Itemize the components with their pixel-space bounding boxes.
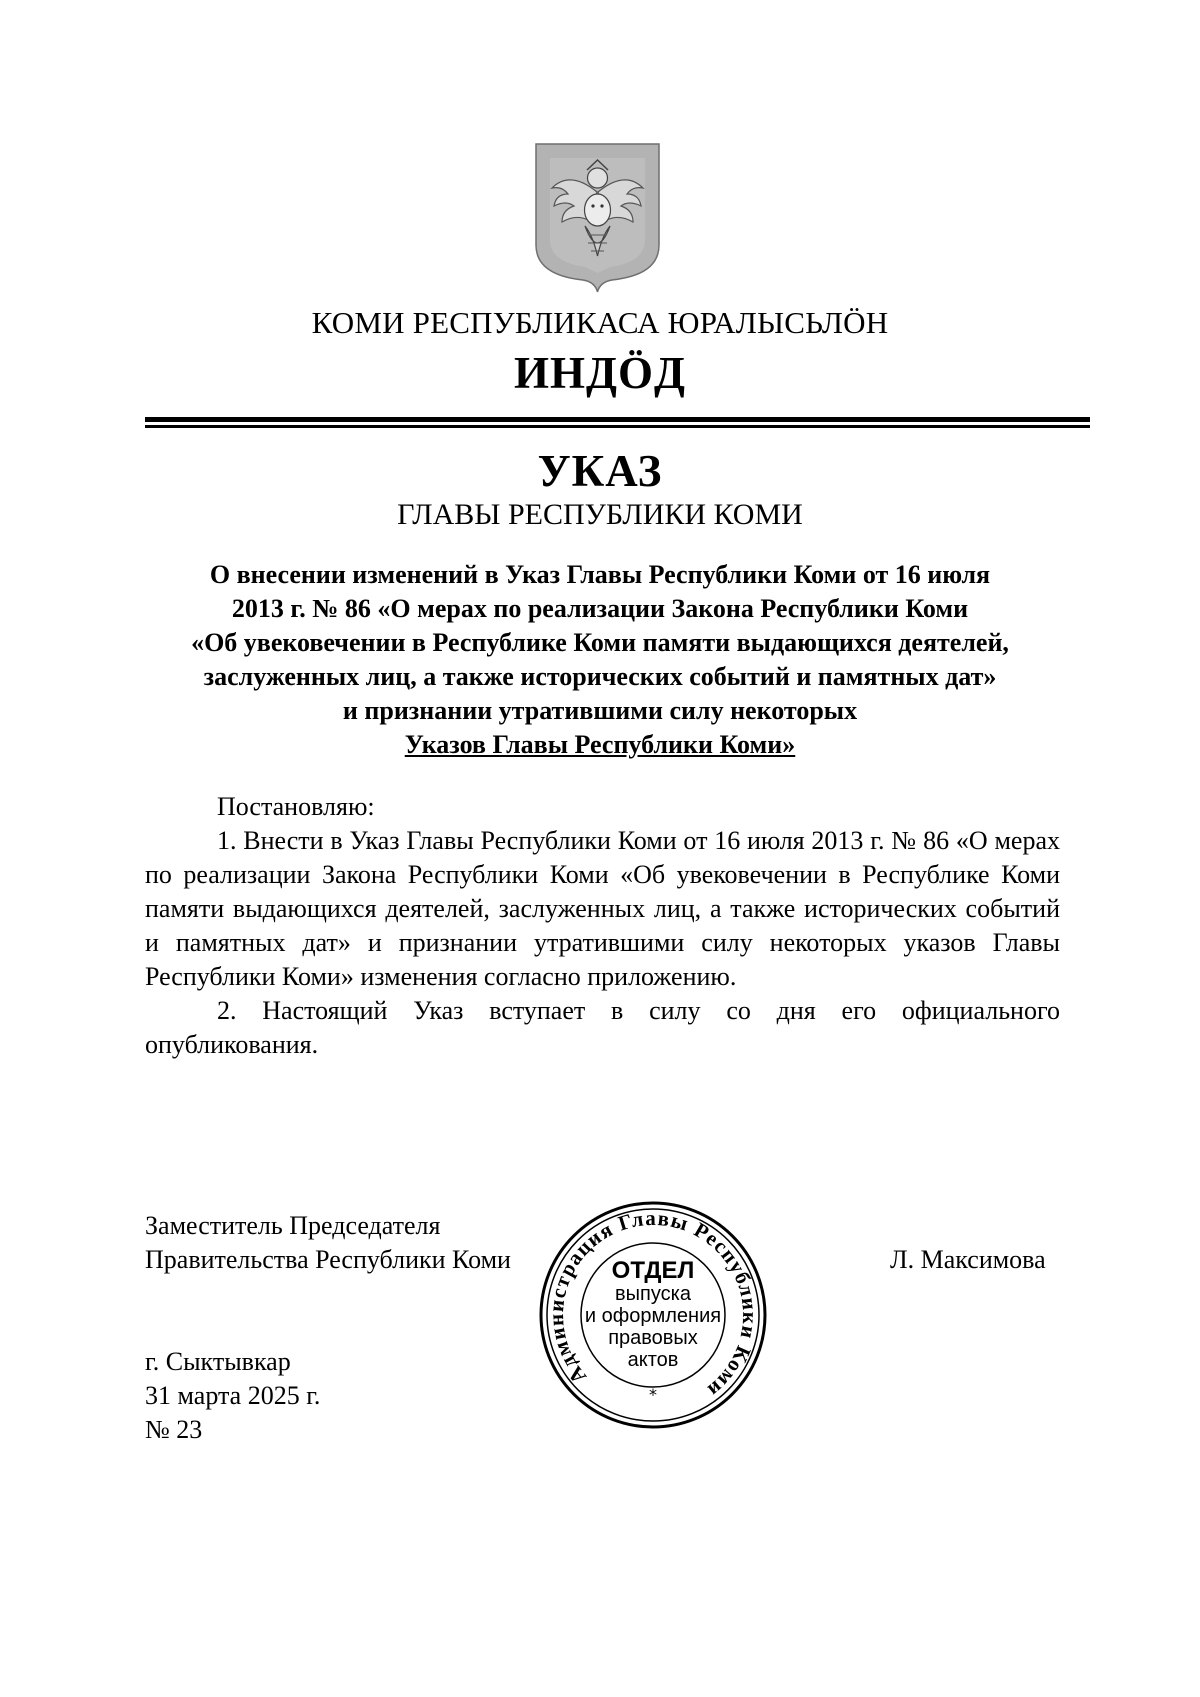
header-divider-thick <box>145 417 1090 422</box>
official-stamp <box>528 1190 778 1440</box>
document-date: 31 марта 2025 г. <box>145 1381 321 1410</box>
document-body <box>145 790 1060 1062</box>
document-title-line: «Об увековечении в Республике Коми памяти выдающихся деятелей, <box>191 628 1009 657</box>
issuer: ГЛАВЫ РЕСПУБЛИКИ КОМИ <box>397 498 803 531</box>
document-title-line: Указов Главы Республики Коми» <box>404 730 796 759</box>
document-title-line: и признании утратившими силу некоторых <box>342 696 858 725</box>
signatory-position-line: Заместитель Председателя <box>145 1211 441 1240</box>
svg-text:актов: актов <box>627 1349 679 1371</box>
document-title <box>130 558 1070 762</box>
svg-text:*: * <box>649 1385 657 1404</box>
paragraph-2: 2. Настоящий Указ вступает в силу со дня его официального опубликования. <box>145 996 1060 1059</box>
svg-text:Администрация Главы Республики: Администрация Главы Республики Коми <box>543 1205 763 1403</box>
document-number: № 23 <box>145 1415 203 1444</box>
signatory-position <box>145 1209 511 1277</box>
header-divider-thin <box>145 425 1090 428</box>
place-date-number <box>145 1345 320 1447</box>
paragraph-1: 1. Внести в Указ Главы Республики Коми от 16 июля 2013 г. № 86 «О мерах по реализации Закона Республики Коми «Об увековечении в Республике Коми памяти выдающихся деятелей, заслуженных лиц, а также исторических событий и памятных дат» и признании утратившими силу некоторых указов Главы Республики Коми» изменения согласно приложению. <box>145 826 1060 991</box>
signatory-name: Л. Максимова <box>890 1245 1046 1274</box>
svg-text:выпуска: выпуска <box>615 1283 691 1305</box>
svg-text:и оформления: и оформления <box>584 1305 722 1327</box>
coat-of-arms-emblem <box>530 140 665 295</box>
document-title-line: заслуженных лиц, а также исторических событий и памятных дат» <box>203 662 997 691</box>
doc-type: УКАЗ <box>537 446 663 496</box>
org-name-komi: КОМИ РЕСПУБЛИКАСА ЮРАЛЫСЬЛӦН <box>311 305 889 340</box>
city: г. Сыктывкар <box>145 1347 291 1376</box>
svg-text:правовых: правовых <box>608 1327 698 1349</box>
document-title-line: О внесении изменений в Указ Главы Республики Коми от 16 июля <box>209 560 991 589</box>
svg-text:ОТДЕЛ: ОТДЕЛ <box>611 1257 695 1284</box>
preamble: Постановляю: <box>217 792 375 821</box>
doc-type-komi: ИНДӦД <box>514 348 686 398</box>
document-title-line: 2013 г. № 86 «О мерах по реализации Закона Республики Коми <box>231 594 969 623</box>
signatory-position-line: Правительства Республики Коми <box>145 1245 511 1274</box>
